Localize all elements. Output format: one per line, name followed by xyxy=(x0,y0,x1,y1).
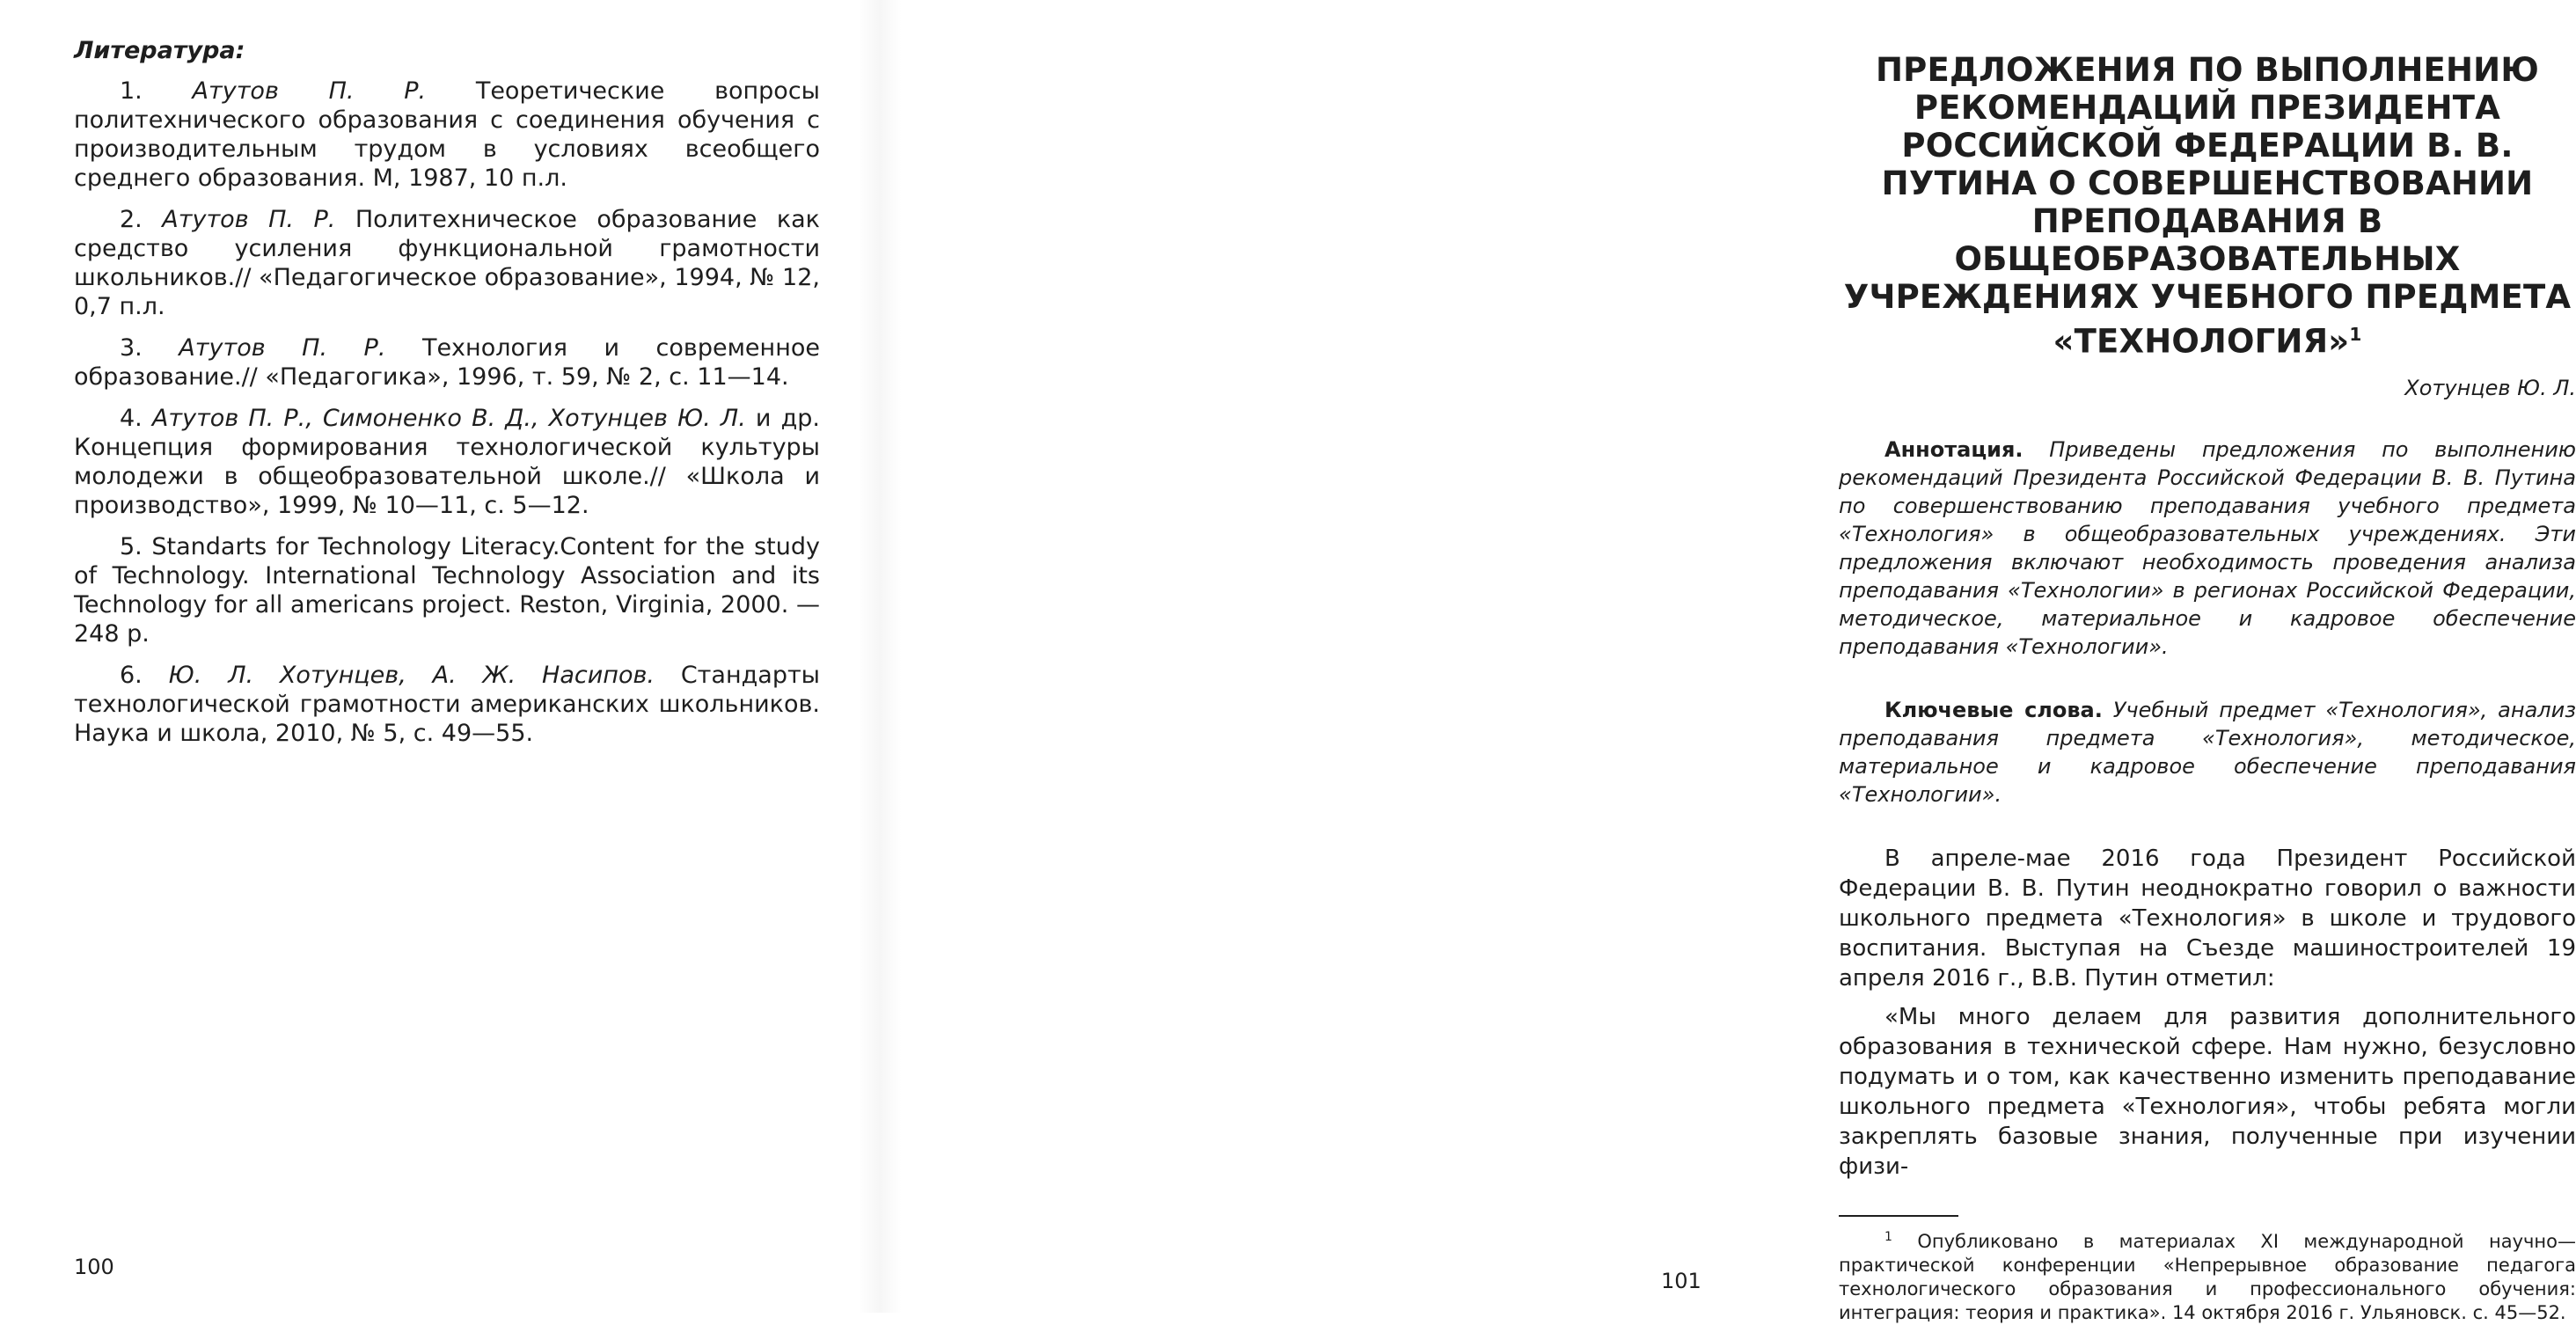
reference-number: 5. xyxy=(120,533,143,560)
article-column xyxy=(1839,51,2576,1325)
reference-number: 6. xyxy=(120,662,143,689)
reference-text: Политехническое образование как средство усиления функциональной грамотности школьников.// «Педагогическое образование», 1994, № 12, 0,7 п.л. xyxy=(74,206,820,320)
body-paragraph: «Мы много делаем для развития дополнительного образования в технической сфере. Нам нужно, безусловно подумать и о том, как качественно изменить преподавание школьного предмета «Технология», чтобы ребята могли закреплять базовые знания, полученные при изучении физи- xyxy=(1839,1004,2576,1181)
title-footnote-mark: 1 xyxy=(2349,324,2362,345)
reference-item xyxy=(74,333,820,392)
body-paragraph: В апреле-мае 2016 года Президент Российской Федерации В. В. Путин неоднократно говорил о важности школьного предмета «Технология» в школе и трудового воспитания. Выступая на Съезде машиностроителей 19 апреля 2016 г., В.В. Путин отметил: xyxy=(1839,846,2576,992)
literature-heading: Литература: xyxy=(74,37,245,64)
annotation-label: Аннотация. xyxy=(1884,437,2023,463)
right-page xyxy=(880,0,2576,1324)
keywords-text: Учебный предмет «Технология», анализ преподавания предмета «Технология», методическое, материальное и кадровое обеспечение преподавания «Технологии». xyxy=(1839,698,2576,808)
annotation xyxy=(1839,436,2576,661)
literature-section xyxy=(74,37,820,760)
article-author: Хотунцев Ю. Л. xyxy=(2404,376,2576,401)
reference-text: и др. Концепция формирования технологической культуры молодежи в общеобразовательной школе.// «Школа и производство», 1999, № 10—11, с. 5—12. xyxy=(74,405,820,519)
reference-text: Standarts for Technology Literacy.Content for the study of Technology. International Technology Association and its Technology for all americans project. Reston, Virginia, 2000. — 248 p. xyxy=(74,533,820,648)
reference-text: Технология и современное образование.// «Педагогика», 1996, т. 59, № 2, с. 11—14. xyxy=(74,334,820,391)
reference-number: 1. xyxy=(120,77,143,105)
reference-author: Атутов П. Р. xyxy=(162,206,336,233)
reference-item xyxy=(74,205,820,321)
page-number-left: 100 xyxy=(74,1255,114,1279)
reference-text: Стандарты технологической грамотности американских школьников. Наука и школа, 2010, № 5, с. 49—55. xyxy=(74,662,821,747)
footnote xyxy=(1839,1226,2576,1325)
footnote-divider xyxy=(1839,1215,1958,1217)
reference-author: Атутов П. Р. xyxy=(192,77,427,105)
reference-author: Ю. Л. Хотунцев, А. Ж. Насипов. xyxy=(168,662,655,689)
annotation-text: Приведены предложения по выполнению рекомендаций Президента Российской Федерации В. В. Путина по совершенствованию преподавания учебного предмета «Технология» в общеобразовательных учреждениях. Эти предложения включают необходимость проведения анализа преподавания «Технологии» в регионах Российской Федерации, методическое, материальное и кадровое обеспечение преподавания «Технологии». xyxy=(1839,437,2576,660)
reference-author: Атутов П. Р., Симоненко В. Д., Хотунцев Ю. Л. xyxy=(151,405,746,432)
article-title-text: ПРЕДЛОЖЕНИЯ ПО ВЫПОЛНЕНИЮ РЕКОМЕНДАЦИЙ ПРЕЗИДЕНТА РОССИЙСКОЙ ФЕДЕРАЦИИ В. В. ПУТИНА О СОВЕРШЕНСТВОВАНИИ ПРЕПОДАВАНИЯ В ОБЩЕОБРАЗОВАТЕЛЬНЫХ УЧРЕЖДЕНИЯХ УЧЕБНОГО ПРЕДМЕТА «ТЕХНОЛОГИЯ» xyxy=(1843,51,2572,361)
reference-author: Атутов П. Р. xyxy=(179,334,386,362)
page-number-right: 101 xyxy=(1661,1269,1701,1293)
reference-number: 4. xyxy=(120,405,143,432)
reference-item xyxy=(74,532,820,648)
reference-item xyxy=(74,77,820,193)
keywords xyxy=(1839,696,2576,809)
reference-number: 3. xyxy=(120,334,143,362)
reference-number: 2. xyxy=(120,206,143,233)
keywords-label: Ключевые слова. xyxy=(1884,698,2103,723)
left-page xyxy=(0,0,880,1313)
footnote-mark: 1 xyxy=(1884,1230,1892,1245)
reference-item xyxy=(74,661,820,748)
reference-text: Теоретические вопросы политехнического образования с соединения обучения с производительным трудом в условиях всеобщего среднего образования. М, 1987, 10 п.л. xyxy=(74,77,820,192)
reference-item xyxy=(74,404,820,520)
footnote-text: Опубликовано в материалах XI международной научно—практической конференции «Непрерывное образование педагога технологического образования и профессионального обучения: интеграция: теория и практика». 14 октября 2016 г. Ульяновск. с. 45—52. xyxy=(1839,1231,2576,1324)
article-title xyxy=(1839,51,2576,360)
